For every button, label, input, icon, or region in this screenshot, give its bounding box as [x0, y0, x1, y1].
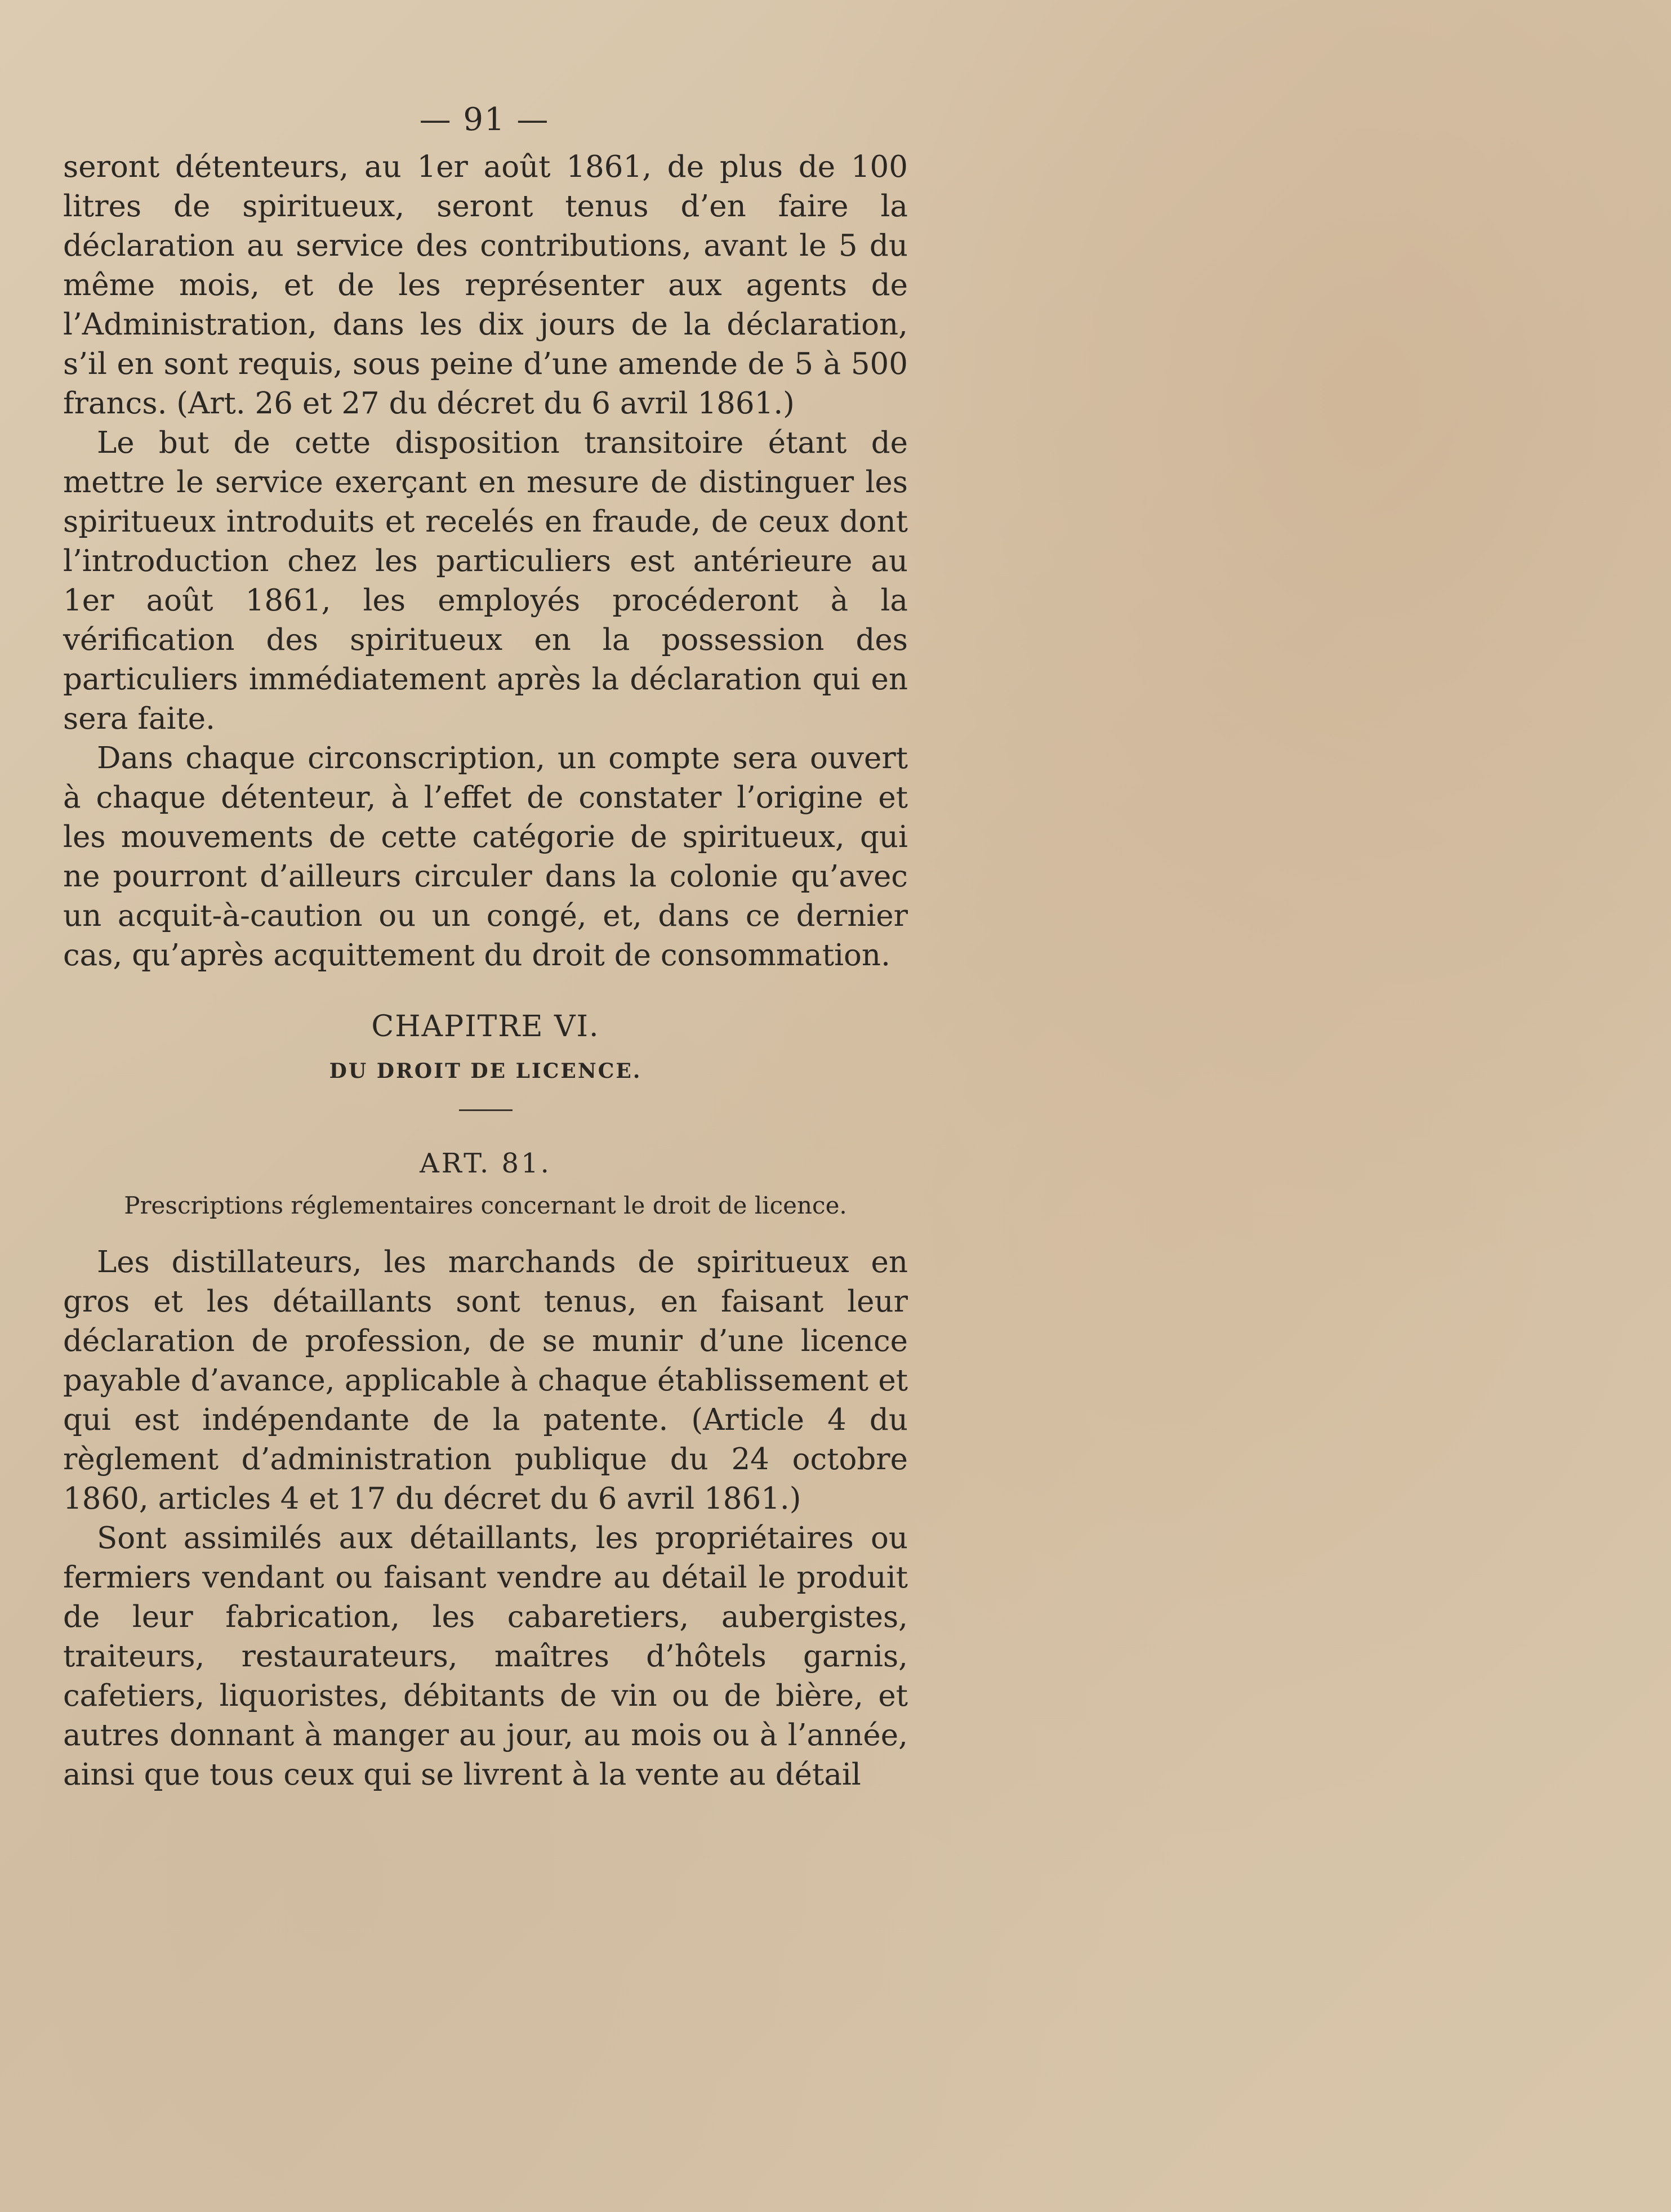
page-number: — 91 —	[419, 101, 550, 138]
paragraph-continues: Sont assimilés aux détaillants, les propriétaires ou fermiers vendant ou faisant vendre au détail le produit de leur fabrication, les cabaretiers, aubergistes, traiteurs, restaurateurs, maîtres d’hôtels garnis, cafetiers, liquoristes, débitants de vin ou de bière, et autres donnant à manger au jour, au mois ou à l’année, ainsi que tous ceux qui se livrent à la vente au détail	[63, 1521, 908, 1792]
article-summary: Prescriptions réglementaires concernant le droit de licence.	[124, 1192, 847, 1219]
chapter-title: CHAPITRE VI.	[371, 1010, 600, 1043]
divider-rule	[459, 1109, 513, 1111]
paragraph-continuation: seront détenteurs, au 1er août 1861, de plus de 100 litres de spiritueux, seront tenus d’en faire la déclaration au service des contributions, avant le 5 du même mois, et de les représenter aux agents de l’Administration, dans les dix jours de la déclaration, s’il en sont requis, sous peine d’une amende de 5 à 500 francs. (Art. 26 et 27 du décret du 6 avril 1861.)	[63, 150, 908, 421]
article-title: ART. 81.	[420, 1148, 551, 1179]
paragraph: Les distillateurs, les marchands de spiritueux en gros et les détaillants sont tenus, en faisant leur déclaration de profession, de se munir d’une licence payable d’avance, applicable à chaque établissement et qui est indépendante de la patente. (Article 4 du règlement d’administration publique du 24 octobre 1860, articles 4 et 17 du décret du 6 avril 1861.)	[63, 1245, 908, 1516]
text-column	[63, 148, 908, 1795]
paragraph: Le but de cette disposition transitoire étant de mettre le service exerçant en mesure de distinguer les spiritueux introduits et recelés en fraude, de ceux dont l’introduction chez les particuliers est antérieure au 1er août 1861, les employés procéderont à la vérification des spiritueux en la possession des particuliers immédiatement après la déclaration qui en sera faite.	[63, 426, 908, 736]
chapter-subtitle: DU DROIT DE LICENCE.	[329, 1059, 642, 1083]
paragraph: Dans chaque circonscription, un compte sera ouvert à chaque détenteur, à l’effet de constater l’origine et les mouvements de cette catégorie de spiritueux, qui ne pourront d’ailleurs circuler dans la colonie qu’avec un acquit-à-caution ou un congé, et, dans ce dernier cas, qu’après acquittement du droit de consommation.	[63, 741, 908, 973]
